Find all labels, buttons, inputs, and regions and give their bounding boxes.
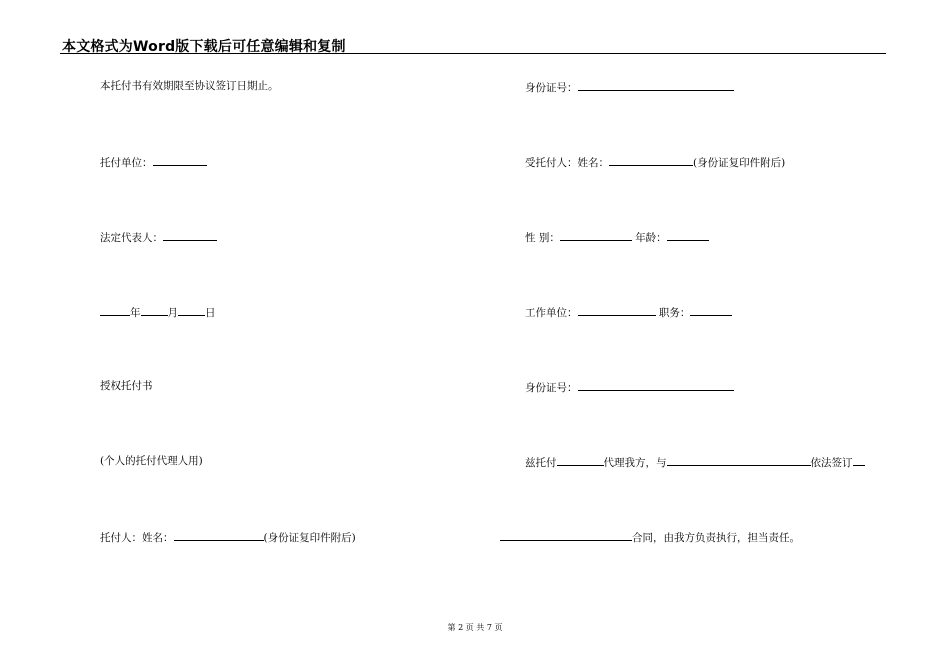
position-label: 职务： xyxy=(658,307,691,319)
footer-total-pages: 7 xyxy=(486,623,492,632)
year-label: 年 xyxy=(130,307,141,319)
footer-page-number: 2 xyxy=(458,623,464,632)
footer-mid: 页 共 xyxy=(465,623,485,632)
contract-blank xyxy=(500,529,632,541)
legal-rep-label: 法定代表人： xyxy=(100,232,163,244)
client-person-note: (身份证复印件附后) xyxy=(263,532,356,544)
work-unit-blank xyxy=(578,304,656,316)
client-person-blank xyxy=(174,529,264,541)
validity-line xyxy=(100,79,279,93)
date-line xyxy=(100,304,216,320)
validity-text: 本托付书有效期限至协议签订日期止。 xyxy=(100,80,279,92)
section-title: 授权托付书 xyxy=(100,380,153,392)
work-unit-line xyxy=(525,304,732,320)
id-no-blank-1 xyxy=(578,79,734,91)
age-label: 年龄： xyxy=(635,232,667,244)
year-blank xyxy=(100,304,130,316)
entrust-line xyxy=(525,454,865,470)
entrust-agent-blank xyxy=(557,454,604,466)
client-unit-blank xyxy=(153,154,207,166)
agent-line xyxy=(525,154,785,170)
client-person-line xyxy=(100,529,356,545)
id-no-label-2: 身份证号： xyxy=(525,382,578,394)
section-subtitle-line xyxy=(100,454,203,468)
section-subtitle: (个人的托付代理人用) xyxy=(100,455,203,467)
day-blank xyxy=(178,304,205,316)
client-unit-label: 托付单位： xyxy=(100,157,153,169)
entrust-tail-blank xyxy=(853,454,865,466)
contract-line xyxy=(500,529,800,545)
id-no-label-1: 身份证号： xyxy=(525,82,578,94)
id-no-line-2 xyxy=(525,379,734,395)
gender-label: 性 别： xyxy=(525,232,560,244)
work-unit-label: 工作单位： xyxy=(525,307,578,319)
entrust-party-blank xyxy=(667,454,811,466)
month-blank xyxy=(141,304,168,316)
client-person-label: 托付人：姓名： xyxy=(100,532,174,544)
page-footer xyxy=(0,622,950,633)
day-label: 日 xyxy=(205,307,216,319)
footer-prefix: 第 xyxy=(447,623,456,632)
agent-note: (身份证复印件附后) xyxy=(693,157,786,169)
header-rule xyxy=(60,53,886,54)
gender-age-line xyxy=(525,229,709,245)
gender-blank xyxy=(560,229,632,241)
agent-blank xyxy=(609,154,693,166)
client-unit-line xyxy=(100,154,207,170)
id-no-line-1 xyxy=(525,79,734,95)
entrust-mid: 代理我方，与 xyxy=(603,457,667,469)
contract-text: 合同，由我方负责执行，担当责任。 xyxy=(632,532,800,544)
id-no-blank-2 xyxy=(578,379,734,391)
document-header-title: 本文格式为Word版下载后可任意编辑和复制 xyxy=(62,39,346,55)
agent-label: 受托付人：姓名： xyxy=(525,157,609,169)
age-blank xyxy=(667,229,709,241)
position-blank xyxy=(690,304,732,316)
entrust-prefix: 兹托付 xyxy=(525,457,557,469)
legal-rep-blank xyxy=(163,229,217,241)
footer-suffix: 页 xyxy=(494,623,503,632)
legal-rep-line xyxy=(100,229,217,245)
month-label: 月 xyxy=(167,307,178,319)
section-title-line xyxy=(100,379,153,393)
entrust-suffix: 依法签订 xyxy=(810,457,853,469)
